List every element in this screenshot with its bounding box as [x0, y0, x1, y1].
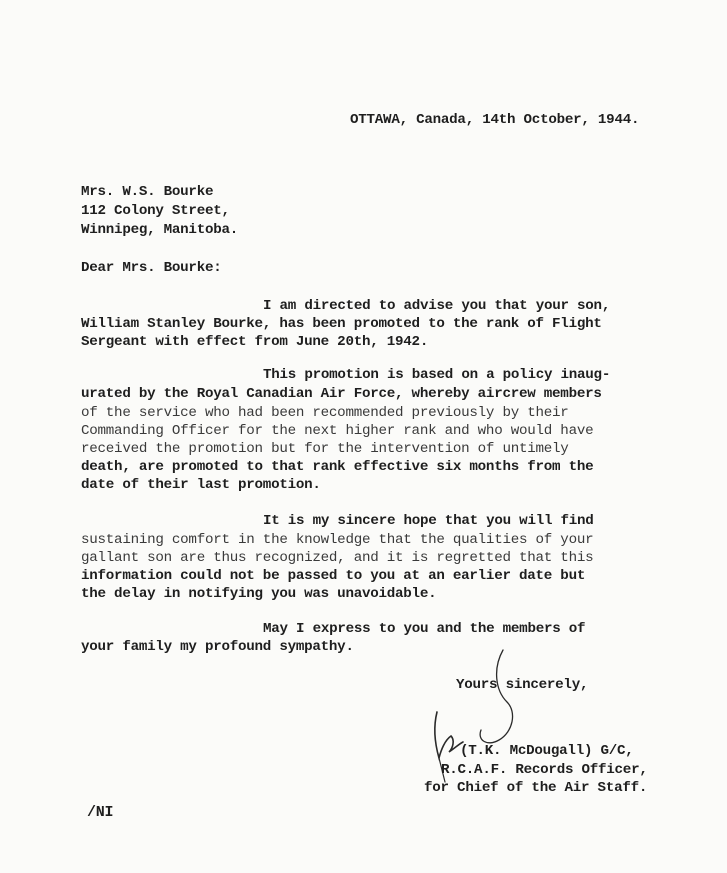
para1-line: I am directed to advise you that your son, — [263, 298, 611, 314]
para2-line: of the service who had been recommended previously by their — [81, 405, 569, 421]
recipient-city: Winnipeg, Manitoba. — [81, 222, 239, 238]
recipient-street: 112 Colony Street, — [81, 203, 230, 219]
para1-line: William Stanley Bourke, has been promoted to the rank of Flight — [81, 316, 602, 332]
para3-line: sustaining comfort in the knowledge that the qualities of your — [81, 532, 594, 548]
para1-line: Sergeant with effect from June 20th, 1942. — [81, 334, 429, 350]
para2-line: This promotion is based on a policy inaug- — [263, 367, 611, 383]
signature-line: (T.K. McDougall) G/C, — [460, 743, 634, 759]
para2-line: date of their last promotion. — [81, 477, 321, 493]
signature-line: R.C.A.F. Records Officer, — [441, 762, 648, 778]
para2-line: death, are promoted to that rank effective six months from the — [81, 459, 594, 475]
para4-line: May I express to you and the members of — [263, 621, 586, 637]
signature-line: for Chief of the Air Staff. — [424, 780, 648, 796]
closing: Yours sincerely, — [456, 677, 589, 693]
para3-line: the delay in notifying you was unavoidable. — [81, 586, 437, 602]
para2-line: received the promotion but for the intervention of untimely — [81, 441, 569, 457]
para3-line: It is my sincere hope that you will find — [263, 513, 594, 529]
para3-line: information could not be passed to you at an earlier date but — [81, 568, 586, 584]
dateline: OTTAWA, Canada, 14th October, 1944. — [350, 112, 640, 128]
para2-line: urated by the Royal Canadian Air Force, whereby aircrew members — [81, 386, 602, 402]
reference-initials: /NI — [87, 804, 114, 821]
para2-line: Commanding Officer for the next higher rank and who would have — [81, 423, 594, 439]
recipient-name: Mrs. W.S. Bourke — [81, 184, 214, 200]
para4-line: your family my profound sympathy. — [81, 639, 354, 655]
salutation: Dear Mrs. Bourke: — [81, 260, 222, 276]
para3-line: gallant son are thus recognized, and it is regretted that this — [81, 550, 594, 566]
